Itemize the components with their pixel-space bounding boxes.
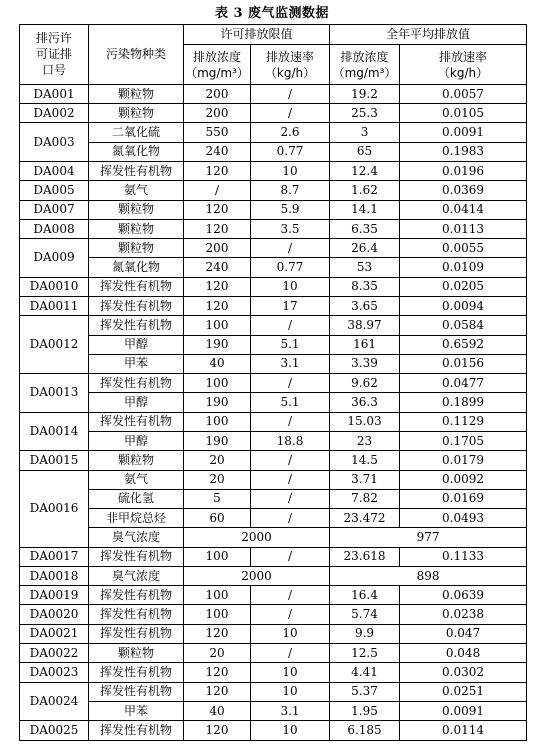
- permit-concentration-cell: 120: [184, 219, 251, 238]
- pollutant-cell: 颗粒物: [89, 200, 184, 219]
- header-annual-average: 全年平均排放值: [330, 25, 527, 45]
- annual-concentration-cell: 3.71: [330, 470, 400, 489]
- pollutant-cell: 颗粒物: [89, 239, 184, 258]
- annual-rate-cell: 0.0057: [400, 84, 527, 103]
- annual-concentration-cell: 6.185: [330, 721, 400, 741]
- permit-rate-cell: 10: [251, 162, 330, 181]
- permit-concentration-cell: 200: [184, 239, 251, 258]
- outlet-id-cell: DA0021: [20, 624, 89, 643]
- permit-rate-cell: 3.1: [251, 701, 330, 720]
- permit-rate-cell: /: [251, 586, 330, 605]
- table-row: [20, 296, 527, 315]
- annual-rate-cell: 0.0493: [400, 509, 527, 528]
- annual-concentration-cell: 19.2: [330, 84, 400, 103]
- permit-rate-cell: /: [251, 509, 330, 528]
- permit-rate-cell: 3.5: [251, 219, 330, 238]
- permit-concentration-cell: 20: [184, 470, 251, 489]
- permit-concentration-cell: 120: [184, 721, 251, 741]
- permit-concentration-cell: 200: [184, 104, 251, 123]
- permit-concentration-cell: 120: [184, 296, 251, 315]
- permit-rate-cell: 10: [251, 721, 330, 741]
- table-row: [20, 316, 527, 335]
- annual-rate-cell: 0.0091: [400, 123, 527, 142]
- table-row: [20, 123, 527, 142]
- outlet-id-cell: DA004: [20, 162, 89, 181]
- pollutant-cell: 挥发性有机物: [89, 412, 184, 431]
- table-row: [20, 219, 527, 238]
- table-row: [20, 566, 527, 585]
- permit-rate-cell: /: [251, 470, 330, 489]
- annual-concentration-cell: 3: [330, 123, 400, 142]
- table-row: [20, 239, 527, 258]
- table-row: [20, 547, 527, 566]
- annual-rate-cell: 0.1133: [400, 547, 527, 566]
- permit-concentration-cell: 190: [184, 393, 251, 412]
- permit-concentration-cell: 40: [184, 701, 251, 720]
- permit-concentration-cell: 100: [184, 586, 251, 605]
- permit-rate-cell: /: [251, 412, 330, 431]
- permit-rate-cell: 17: [251, 296, 330, 315]
- permit-rate-cell: /: [251, 489, 330, 508]
- outlet-id-cell: DA0014: [20, 412, 89, 451]
- annual-concentration-cell: 4.41: [330, 663, 400, 682]
- table-row: [20, 335, 527, 354]
- annual-concentration-cell: 3.65: [330, 296, 400, 315]
- outlet-id-cell: DA003: [20, 123, 89, 162]
- permit-rate-cell: 10: [251, 624, 330, 643]
- annual-rate-cell: 0.0114: [400, 721, 527, 741]
- header-annual-concentration: 排放浓度 （mg/m³）: [330, 45, 400, 85]
- table-row: [20, 721, 527, 741]
- annual-concentration-cell: 14.1: [330, 200, 400, 219]
- annual-rate-cell: 0.1705: [400, 431, 527, 450]
- outlet-id-cell: DA008: [20, 219, 89, 238]
- table-row: [20, 470, 527, 489]
- outlet-id-cell: DA0018: [20, 566, 89, 585]
- permit-rate-cell: /: [251, 104, 330, 123]
- permit-concentration-cell: 550: [184, 123, 251, 142]
- annual-rate-cell: 0.0302: [400, 663, 527, 682]
- pollutant-cell: 挥发性有机物: [89, 277, 184, 296]
- pollutant-cell: 挥发性有机物: [89, 296, 184, 315]
- permit-concentration-cell: 100: [184, 316, 251, 335]
- annual-concentration-cell: 9.9: [330, 624, 400, 643]
- annual-concentration-cell: 15.03: [330, 412, 400, 431]
- pollutant-cell: 挥发性有机物: [89, 316, 184, 335]
- permit-rate-cell: /: [251, 644, 330, 663]
- outlet-id-cell: DA0011: [20, 296, 89, 315]
- pollutant-cell: 氮氧化物: [89, 142, 184, 161]
- header-outlet-id: 排污许 可证排 口号: [20, 25, 89, 85]
- permit-rate-cell: /: [251, 239, 330, 258]
- pollutant-cell: 氨气: [89, 181, 184, 200]
- annual-rate-cell: 0.0205: [400, 277, 527, 296]
- outlet-id-cell: DA009: [20, 239, 89, 278]
- permit-concentration-cell: 240: [184, 258, 251, 277]
- permit-rate-cell: /: [251, 374, 330, 393]
- permit-concentration-cell: 240: [184, 142, 251, 161]
- outlet-id-cell: DA001: [20, 84, 89, 103]
- annual-concentration-cell: 9.62: [330, 374, 400, 393]
- pollutant-cell: 挥发性有机物: [89, 547, 184, 566]
- annual-rate-cell: 0.0584: [400, 316, 527, 335]
- permit-concentration-cell: 120: [184, 682, 251, 701]
- annual-rate-cell: 0.0109: [400, 258, 527, 277]
- table-title: 表 3 废气监测数据: [214, 6, 330, 21]
- table-row: [20, 277, 527, 296]
- annual-concentration-cell: 65: [330, 142, 400, 161]
- permit-rate-cell: /: [251, 451, 330, 470]
- permit-concentration-cell: /: [184, 181, 251, 200]
- permit-rate-cell: 5.9: [251, 200, 330, 219]
- table-row: [20, 162, 527, 181]
- header-permit-concentration: 排放浓度 （mg/m³）: [184, 45, 251, 85]
- permit-concentration-cell: 100: [184, 605, 251, 624]
- annual-concentration-cell: 26.4: [330, 239, 400, 258]
- outlet-id-cell: DA0015: [20, 451, 89, 470]
- annual-rate-cell: 0.1129: [400, 412, 527, 431]
- annual-rate-cell: 0.047: [400, 624, 527, 643]
- table-row: [20, 451, 527, 470]
- outlet-id-cell: DA002: [20, 104, 89, 123]
- permit-concentration-cell: 20: [184, 451, 251, 470]
- pollutant-cell: 挥发性有机物: [89, 682, 184, 701]
- permit-rate-cell: 18.8: [251, 431, 330, 450]
- permit-rate-cell: 10: [251, 277, 330, 296]
- emissions-table: [19, 24, 527, 741]
- table-row: [20, 509, 527, 528]
- annual-rate-cell: 0.0169: [400, 489, 527, 508]
- permit-concentration-cell: 120: [184, 624, 251, 643]
- outlet-id-cell: DA0020: [20, 605, 89, 624]
- header-annual-rate: 排放速率 （kg/h）: [400, 45, 527, 85]
- pollutant-cell: 甲苯: [89, 701, 184, 720]
- table-row: [20, 412, 527, 431]
- permit-concentration-cell: 100: [184, 412, 251, 431]
- annual-rate-cell: 0.0156: [400, 354, 527, 373]
- outlet-id-cell: DA0012: [20, 316, 89, 374]
- permit-rate-cell: 10: [251, 682, 330, 701]
- permit-rate-cell: /: [251, 605, 330, 624]
- permit-concentration-cell: 20: [184, 644, 251, 663]
- permit-rate-cell: 8.7: [251, 181, 330, 200]
- permit-concentration-cell: 100: [184, 374, 251, 393]
- annual-concentration-cell: 38.97: [330, 316, 400, 335]
- pollutant-cell: 挥发性有机物: [89, 586, 184, 605]
- annual-rate-cell: 0.0196: [400, 162, 527, 181]
- pollutant-cell: 非甲烷总烃: [89, 509, 184, 528]
- annual-rate-cell: 0.6592: [400, 335, 527, 354]
- annual-concentration-cell: 6.35: [330, 219, 400, 238]
- table-row: [20, 84, 527, 103]
- permit-concentration-cell: 40: [184, 354, 251, 373]
- table-row: [20, 586, 527, 605]
- pollutant-cell: 臭气浓度: [89, 566, 184, 585]
- annual-rate-cell: 0.0092: [400, 470, 527, 489]
- permit-rate-cell: 0.77: [251, 258, 330, 277]
- permit-rate-cell: 0.77: [251, 142, 330, 161]
- annual-rate-cell: 0.0369: [400, 181, 527, 200]
- annual-rate-cell: 0.0105: [400, 104, 527, 123]
- permit-concentration-cell: 120: [184, 162, 251, 181]
- header-pollutant: 污染物种类: [89, 25, 184, 85]
- pollutant-cell: 颗粒物: [89, 644, 184, 663]
- permit-concentration-cell: 120: [184, 663, 251, 682]
- permit-rate-cell: 5.1: [251, 393, 330, 412]
- annual-rate-cell: 0.048: [400, 644, 527, 663]
- annual-concentration-cell: 161: [330, 335, 400, 354]
- pollutant-cell: 甲苯: [89, 354, 184, 373]
- annual-concentration-cell: 16.4: [330, 586, 400, 605]
- annual-concentration-cell: 23.618: [330, 547, 400, 566]
- permit-concentration-cell: 60: [184, 509, 251, 528]
- annual-rate-cell: 0.0639: [400, 586, 527, 605]
- annual-value-merged-cell: 977: [330, 528, 527, 547]
- permit-concentration-cell: 200: [184, 84, 251, 103]
- annual-concentration-cell: 5.37: [330, 682, 400, 701]
- table-row: [20, 374, 527, 393]
- annual-concentration-cell: 8.35: [330, 277, 400, 296]
- outlet-id-cell: DA0024: [20, 682, 89, 721]
- pollutant-cell: 氮氧化物: [89, 258, 184, 277]
- header-permit-rate: 排放速率 （kg/h）: [251, 45, 330, 85]
- pollutant-cell: 挥发性有机物: [89, 605, 184, 624]
- annual-rate-cell: 0.0251: [400, 682, 527, 701]
- pollutant-cell: 二氧化硫: [89, 123, 184, 142]
- annual-concentration-cell: 25.3: [330, 104, 400, 123]
- outlet-id-cell: DA0017: [20, 547, 89, 566]
- annual-concentration-cell: 12.5: [330, 644, 400, 663]
- table-row: [20, 528, 527, 547]
- table-row: [20, 489, 527, 508]
- outlet-id-cell: DA0019: [20, 586, 89, 605]
- table-row: [20, 701, 527, 720]
- annual-rate-cell: 0.0094: [400, 296, 527, 315]
- table-row: [20, 431, 527, 450]
- pollutant-cell: 颗粒物: [89, 84, 184, 103]
- outlet-id-cell: DA0025: [20, 721, 89, 741]
- pollutant-cell: 甲醇: [89, 431, 184, 450]
- annual-concentration-cell: 23.472: [330, 509, 400, 528]
- permit-rate-cell: 3.1: [251, 354, 330, 373]
- annual-rate-cell: 0.0414: [400, 200, 527, 219]
- table-row: [20, 258, 527, 277]
- permit-rate-cell: /: [251, 316, 330, 335]
- annual-rate-cell: 0.1899: [400, 393, 527, 412]
- permit-limit-merged-cell: 2000: [184, 566, 330, 585]
- table-row: [20, 200, 527, 219]
- table-row: [20, 104, 527, 123]
- pollutant-cell: 挥发性有机物: [89, 374, 184, 393]
- pollutant-cell: 挥发性有机物: [89, 721, 184, 741]
- annual-value-merged-cell: 898: [330, 566, 527, 585]
- outlet-id-cell: DA0010: [20, 277, 89, 296]
- pollutant-cell: 挥发性有机物: [89, 624, 184, 643]
- annual-concentration-cell: 7.82: [330, 489, 400, 508]
- annual-concentration-cell: 36.3: [330, 393, 400, 412]
- permit-concentration-cell: 5: [184, 489, 251, 508]
- pollutant-cell: 氨气: [89, 470, 184, 489]
- annual-concentration-cell: 1.62: [330, 181, 400, 200]
- outlet-id-cell: DA005: [20, 181, 89, 200]
- table-row: [20, 644, 527, 663]
- pollutant-cell: 颗粒物: [89, 104, 184, 123]
- pollutant-cell: 挥发性有机物: [89, 663, 184, 682]
- annual-concentration-cell: 53: [330, 258, 400, 277]
- permit-rate-cell: 5.1: [251, 335, 330, 354]
- annual-concentration-cell: 5.74: [330, 605, 400, 624]
- pollutant-cell: 硫化氢: [89, 489, 184, 508]
- permit-limit-merged-cell: 2000: [184, 528, 330, 547]
- annual-concentration-cell: 3.39: [330, 354, 400, 373]
- pollutant-cell: 颗粒物: [89, 219, 184, 238]
- annual-rate-cell: 0.0179: [400, 451, 527, 470]
- outlet-id-cell: DA0016: [20, 470, 89, 547]
- annual-rate-cell: 0.0113: [400, 219, 527, 238]
- annual-rate-cell: 0.0477: [400, 374, 527, 393]
- permit-rate-cell: /: [251, 84, 330, 103]
- annual-concentration-cell: 14.5: [330, 451, 400, 470]
- permit-concentration-cell: 190: [184, 431, 251, 450]
- permit-concentration-cell: 100: [184, 547, 251, 566]
- table-row: [20, 393, 527, 412]
- permit-concentration-cell: 120: [184, 200, 251, 219]
- annual-concentration-cell: 23: [330, 431, 400, 450]
- table-row: [20, 181, 527, 200]
- table-row: [20, 605, 527, 624]
- outlet-id-cell: DA0022: [20, 644, 89, 663]
- permit-concentration-cell: 190: [184, 335, 251, 354]
- pollutant-cell: 甲醇: [89, 335, 184, 354]
- table-row: [20, 142, 527, 161]
- table-row: [20, 624, 527, 643]
- pollutant-cell: 甲醇: [89, 393, 184, 412]
- table-row: [20, 682, 527, 701]
- outlet-id-cell: DA0013: [20, 374, 89, 413]
- permit-concentration-cell: 120: [184, 277, 251, 296]
- outlet-id-cell: DA0023: [20, 663, 89, 682]
- annual-rate-cell: 0.1983: [400, 142, 527, 161]
- pollutant-cell: 挥发性有机物: [89, 162, 184, 181]
- pollutant-cell: 颗粒物: [89, 451, 184, 470]
- outlet-id-cell: DA007: [20, 200, 89, 219]
- annual-rate-cell: 0.0055: [400, 239, 527, 258]
- permit-rate-cell: 10: [251, 663, 330, 682]
- header-permit-limits: 许可排放限值: [184, 25, 330, 45]
- table-row: [20, 354, 527, 373]
- pollutant-cell: 臭气浓度: [89, 528, 184, 547]
- annual-concentration-cell: 1.95: [330, 701, 400, 720]
- annual-concentration-cell: 12.4: [330, 162, 400, 181]
- annual-rate-cell: 0.0238: [400, 605, 527, 624]
- permit-rate-cell: 2.6: [251, 123, 330, 142]
- table-row: [20, 663, 527, 682]
- annual-rate-cell: 0.0091: [400, 701, 527, 720]
- permit-rate-cell: /: [251, 547, 330, 566]
